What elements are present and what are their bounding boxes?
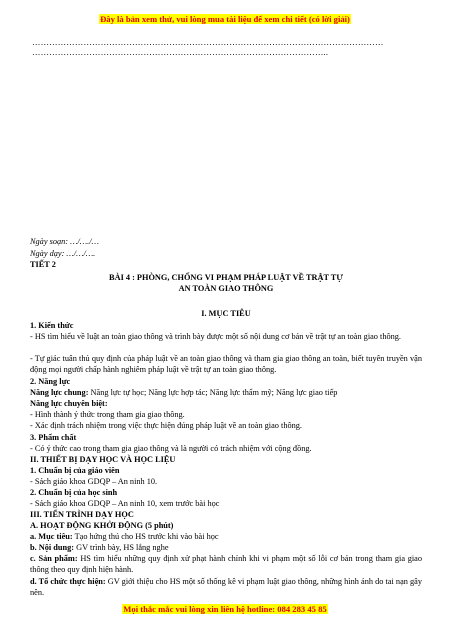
section-heading: II. THIẾT BỊ DẠY HỌC VÀ HỌC LIỆU: [30, 455, 176, 464]
date-taught: Ngày dạy: …/…/….: [30, 249, 96, 258]
date-prepared: Ngày soạn: …/…./…: [30, 237, 99, 246]
text: HS tìm hiểu những quy định xử phạt hành chính khi vi phạm một số lỗi cơ bản trong tham gia giao thông theo quy định hiện hành.: [30, 554, 422, 575]
subsection-heading: 2. Năng lực: [30, 377, 71, 386]
text: GV trình bày, HS lắng nghe: [74, 543, 169, 552]
paragraph: [30, 531, 422, 542]
text: Năng lực tự học; Năng lực hợp tác; Năng lực thẩm mỹ; Năng lực giao tiếp: [88, 388, 338, 397]
paragraph: - Sách giáo khoa GDQP – An ninh 10, xem trước bài học: [30, 499, 220, 508]
text: Tạo hứng thú cho HS trước khi vào bài học: [72, 532, 219, 541]
subsection-heading: 3. Phẩm chất: [30, 433, 77, 442]
lesson-title: AN TOÀN GIAO THÔNG: [178, 284, 274, 293]
label: b. Nội dung:: [30, 543, 75, 552]
activity-heading: A. HOẠT ĐỘNG KHỞI ĐỘNG (5 phút): [30, 521, 174, 530]
paragraph: [30, 387, 422, 398]
label: Năng lực chung:: [30, 388, 89, 397]
section-heading: III. TIẾN TRÌNH DẠY HỌC: [30, 510, 134, 519]
label: Năng lực chuyên biệt:: [30, 399, 108, 408]
dotted-line: …………………………………………………………………………………………..: [32, 48, 329, 57]
paragraph: - Sách giáo khoa GDQP – An ninh 10.: [30, 477, 158, 486]
subsection-heading: 1. Chuẩn bị của giáo viên: [30, 466, 120, 475]
paragraph: [30, 576, 422, 599]
dotted-line: ……………………………………………………………………………………………………………: [32, 38, 384, 47]
paragraph: - Xác định trách nhiệm trong việc thực hiện đúng pháp luật về an toàn giao thông.: [30, 421, 302, 430]
label: d. Tổ chức thực hiện:: [30, 577, 106, 586]
lesson-title: BÀI 4 : PHÒNG, CHỐNG VI PHẠM PHÁP LUẬT VỀ TRẬT TỰ: [109, 273, 343, 282]
paragraph: [30, 553, 422, 576]
label: c. Sản phẩm:: [30, 554, 78, 563]
paragraph: - HS tìm hiểu về luật an toàn giao thông và trình bày được một số nội dung cơ bản về trật tự an toàn giao thông.: [30, 332, 402, 341]
paragraph: [30, 542, 422, 553]
text: GV giới thiệu cho HS một số thống kê vi phạm luật giao thông, những hình ảnh do tai nạn gây nên.: [30, 577, 422, 598]
paragraph: - Có ý thức cao trong tham gia giao thông và là người có trách nhiệm với cộng đồng.: [30, 444, 312, 453]
subsection-heading: 1. Kiến thức: [30, 321, 74, 330]
period-label: TIẾT 2: [30, 260, 56, 269]
preview-banner: Đây là bản xem thử, vui lòng mua tài liệu để xem chi tiết (có lời giải): [100, 14, 350, 24]
hotline-banner: Mọi thắc mắc vui lòng xin liên hệ hotline: 084 283 45 85: [123, 604, 327, 614]
paragraph: - Tự giác tuân thủ quy định của pháp luật về an toàn giao thông và tham gia giao thông an toàn, biết tuyên truyền vận động mọi người chấp hành nghiêm pháp luật về trật tự an toàn giao thông.: [30, 354, 422, 375]
section-heading: I. MỤC TIÊU: [201, 309, 251, 318]
paragraph: - Hình thành ý thức trong tham gia giao thông.: [30, 410, 185, 419]
subsection-heading: 2. Chuẩn bị của học sinh: [30, 488, 118, 497]
label: a. Mục tiêu:: [30, 532, 73, 541]
